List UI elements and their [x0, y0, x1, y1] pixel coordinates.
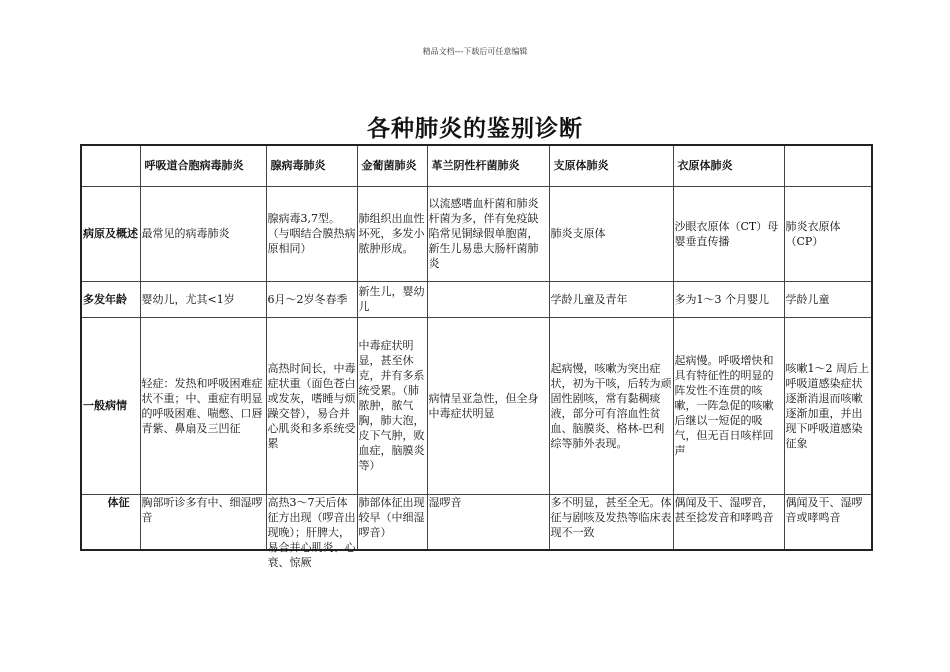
- table-cell: 肺组织出血性坏死，多发小脓肿形成。: [357, 186, 427, 281]
- document-title: 各种肺炎的鉴别诊断: [367, 116, 583, 142]
- header-cell-gram-negative: 革兰阴性杆菌肺炎: [427, 145, 549, 186]
- table-cell: 病情呈亚急性，但全身中毒症状明显: [427, 317, 549, 494]
- row-label-signs: 体征: [81, 494, 140, 550]
- table-cell: [784, 494, 872, 550]
- table-cell: [549, 494, 673, 550]
- table-cell: [357, 494, 427, 550]
- table-cell: [673, 494, 784, 550]
- table-cell: 高热时间长，中毒症状重（面色苍白或发灰，嗜睡与烦躁交替），易合并心肌炎和多系统受累: [266, 317, 357, 494]
- header-cell-mycoplasma: 支原体肺炎: [549, 145, 673, 186]
- row-label-age: 多发年龄: [81, 281, 140, 317]
- cell-text: 偶闻及干、湿啰音或哮鸣音: [785, 495, 863, 524]
- table-cell: [427, 494, 549, 550]
- header-cell-extra: [784, 145, 872, 186]
- table-cell: 新生儿，婴幼儿: [357, 281, 427, 317]
- cell-text: 胸部听诊多有中、细湿啰音: [141, 495, 263, 524]
- table-cell: 肺炎衣原体（CP）: [784, 186, 872, 281]
- cell-text: 偶闻及干、湿啰音，甚至捻发音和哮鸣音: [674, 495, 774, 524]
- header-cell-rsv: 呼吸道合胞病毒肺炎: [140, 145, 266, 186]
- table-cell: 肺炎支原体: [549, 186, 673, 281]
- cell-text: 湿啰音: [428, 495, 462, 509]
- header-cell-corner: [81, 145, 140, 186]
- cell-text: 高热3～7天后体征方出现（啰音出现晚）；肝脾大，易合并心肌炎、心衰、惊厥: [267, 495, 356, 569]
- table-row: [81, 317, 872, 494]
- table-cell: [266, 494, 357, 569]
- table-cell: 学龄儿童及青年: [549, 281, 673, 317]
- table-cell: 最常见的病毒肺炎: [140, 186, 266, 281]
- table-cell: [140, 494, 266, 550]
- header-cell-adenovirus: 腺病毒肺炎: [266, 145, 357, 186]
- pneumonia-differential-table: [80, 144, 873, 569]
- table-row: [81, 281, 872, 317]
- table-cell: 轻症：发热和呼吸困难症状不重；中、重症有明显的呼吸困难、喘憋、口唇青紫、鼻扇及三凹征: [140, 317, 266, 494]
- header-cell-staph: 金葡菌肺炎: [357, 145, 427, 186]
- table-cell: 腺病毒3,7型。（与咽结合膜热病原相同）: [266, 186, 357, 281]
- table-row: [81, 186, 872, 281]
- table-cell: 沙眼衣原体（CT）母婴垂直传播: [673, 186, 784, 281]
- table-cell: 中毒症状明显，甚至休克，并有多系统受累。（肺脓肿，脓气胸，肺大泡，皮下气肿，败血症，脑膜炎等）: [357, 317, 427, 494]
- table-row: [81, 494, 872, 550]
- table-cell: 婴幼儿，尤其<1岁: [140, 281, 266, 317]
- table-cell: [427, 281, 549, 317]
- table-cell: 以流感嗜血杆菌和肺炎杆菌为多，伴有免疫缺陷常见铜绿假单胞菌，新生儿易患大肠杆菌肺炎: [427, 186, 549, 281]
- page-header-note: 精品文档---下载后可任意编辑: [422, 47, 528, 56]
- cell-text: 多不明显，甚至全无。体征与剧咳及发热等临床表现不一致: [550, 495, 672, 539]
- table-cell: 学龄儿童: [784, 281, 872, 317]
- table-cell: 起病慢。呼吸增快和具有特征性的明显的阵发性不连贯的咳嗽，一阵急促的咳嗽后继以一短促的吸气，但无百日咳样回声: [673, 317, 784, 494]
- cell-text: 肺部体征出现较早（中细湿啰音）: [358, 495, 425, 539]
- table-cell: 多为1～3 个月婴儿: [673, 281, 784, 317]
- table-header-row: [81, 145, 872, 186]
- header-cell-chlamydia: 衣原体肺炎: [673, 145, 784, 186]
- table-cell: 起病慢，咳嗽为突出症状，初为干咳，后转为顽固性剧咳，常有黏稠痰液，部分可有溶血性贫血、脑膜炎、格林-巴利综等肺外表现。: [549, 317, 673, 494]
- table-cell: 咳嗽1～2 周后上呼吸道感染症状逐渐消退而咳嗽逐渐加重，并出现下呼吸道感染征象: [784, 317, 872, 494]
- row-label-condition: 一般病情: [81, 317, 140, 494]
- row-label-etiology: 病原及概述: [81, 186, 140, 281]
- table-cell: 6月～2岁冬春季: [266, 281, 357, 317]
